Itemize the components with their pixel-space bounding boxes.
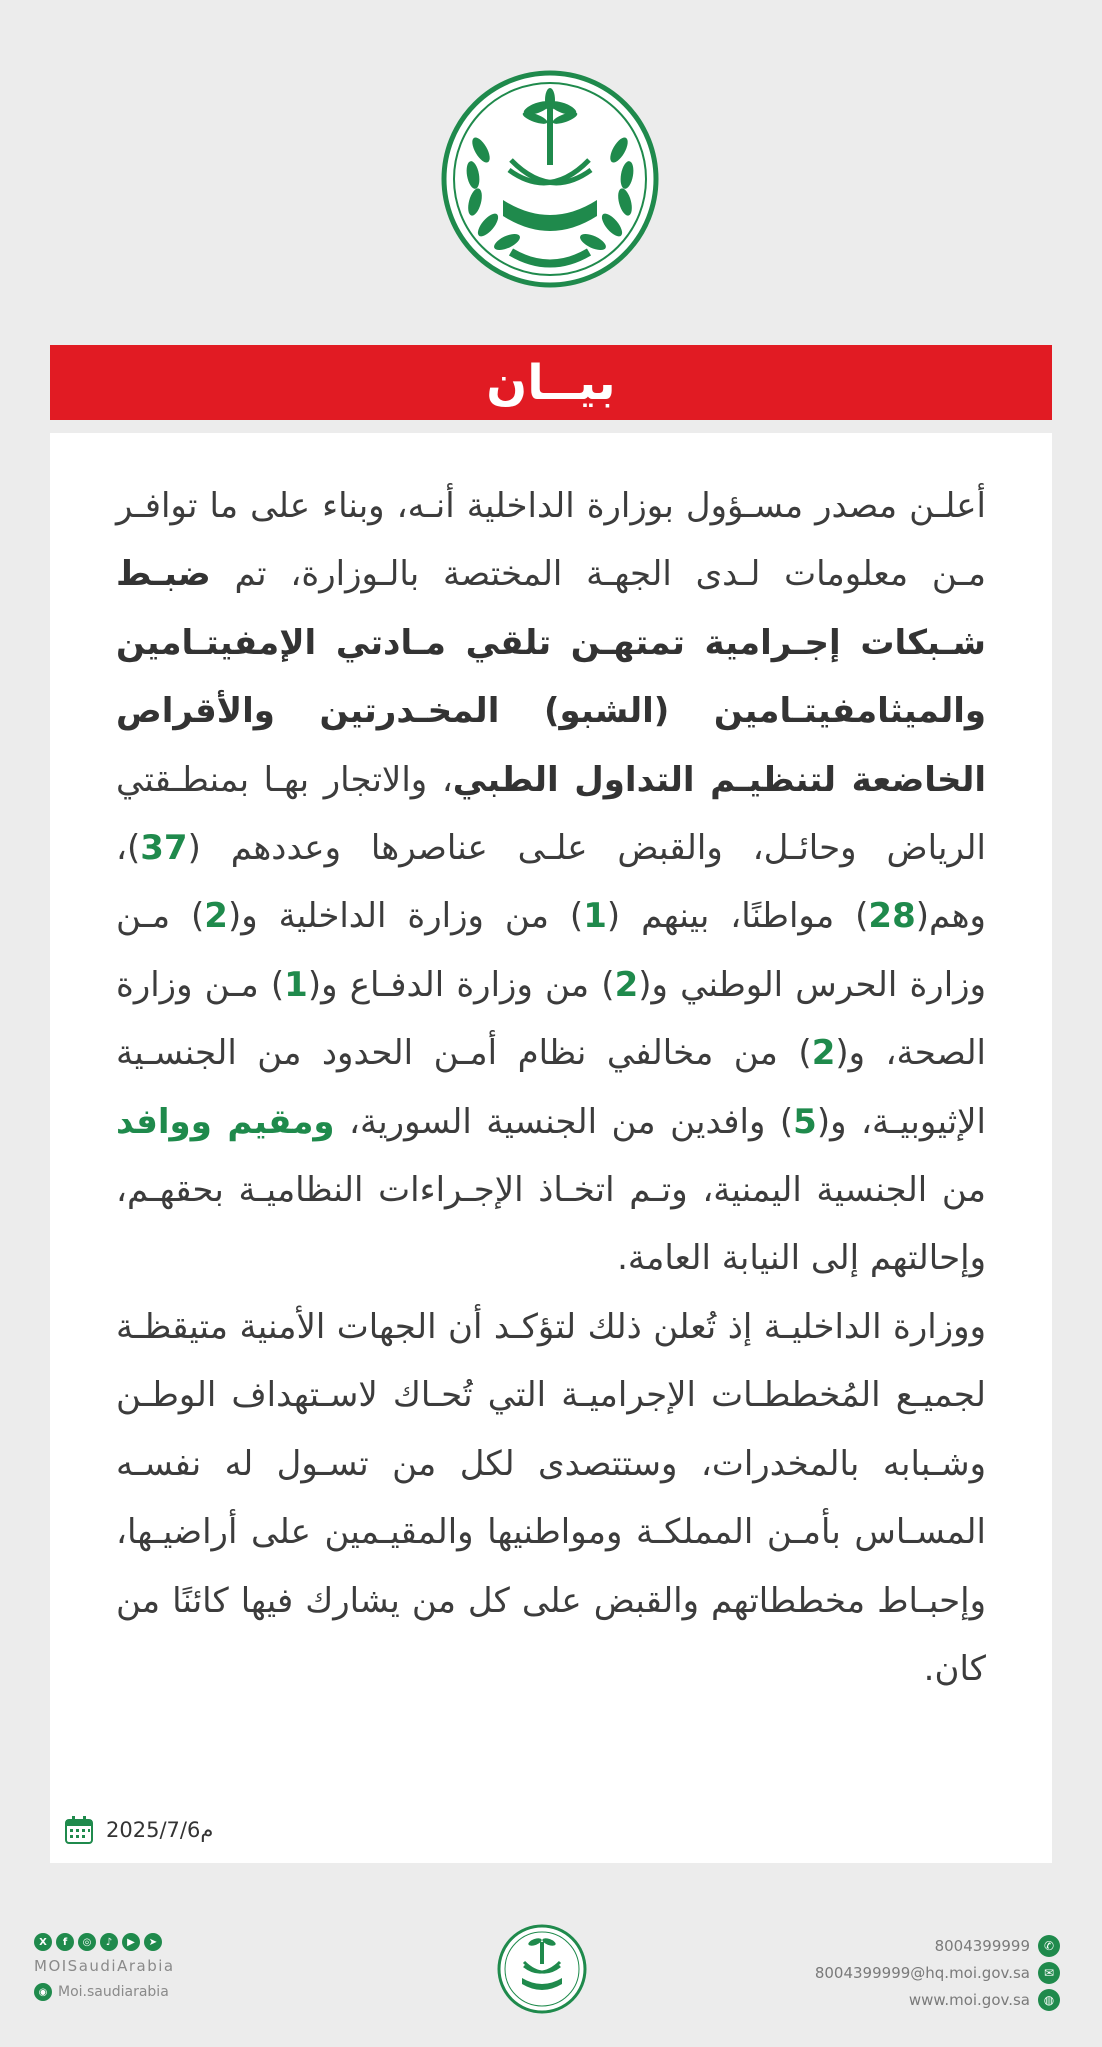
footer-emblem-icon (497, 1924, 587, 2014)
text-segment: ) مـن وزارة الصحة، و( (116, 964, 986, 1074)
text-segment: )، وهم( (116, 828, 986, 937)
text-segment: ) من مخالفي نظام أمـن الحدود من الجنسـية الإثيوبيـة، و( (116, 1033, 987, 1142)
ministry-emblem (441, 70, 659, 288)
website-url: www.moi.gov.sa (908, 1990, 1030, 2009)
statement-banner (50, 345, 1052, 420)
count-national-guard: 2 (204, 896, 228, 937)
count-border-violators: 2 (811, 1033, 836, 1074)
ministry-emblem-icon (441, 70, 659, 288)
phone-number: 8004399999 (934, 1936, 1030, 1955)
count-health: 1 (284, 964, 308, 1005)
text-segment: ) من وزارة الداخلية و( (227, 896, 584, 937)
telegram-icon[interactable]: ➤ (144, 1933, 162, 1951)
text-segment: ) مـن وزارة الحرس الوطني و( (116, 896, 986, 1005)
text-segment: ) من وزارة الدفـاع و( (307, 964, 615, 1005)
snapchat-handle: Moi.saudiarabia (58, 1984, 169, 2000)
resident-highlight: ومقيم ووافد (116, 1101, 335, 1142)
highlighted-bold-text: ضبـط شـبكات إجـرامية تمتهـن تلقي مـادتي الإمفيتـامين والميثامفيتـامين (الشبو) المخـدرتين والأقراص الخاضعة لتنظيـم التداول الطبي (116, 554, 986, 800)
email-address: 8004399999@hq.moi.gov.sa (814, 1963, 1030, 1982)
statement-body (116, 472, 986, 1703)
youtube-icon[interactable]: ▶ (122, 1933, 140, 1951)
contact-email[interactable] (760, 1959, 1060, 1986)
calendar-icon (64, 1815, 94, 1845)
count-syrian: 5 (793, 1101, 817, 1142)
globe-icon: ◍ (1038, 1989, 1060, 2011)
contact-website[interactable] (760, 1986, 1060, 2013)
statement-paragraph-1 (116, 472, 986, 1293)
instagram-icon[interactable]: ◎ (78, 1933, 96, 1951)
social-handle[interactable]: MOISaudiArabia (34, 1957, 175, 1975)
statement-date (64, 1810, 213, 1850)
count-citizens: 28 (868, 896, 916, 937)
contact-info (760, 1932, 1060, 2013)
phone-icon: ✆ (1038, 1935, 1060, 1957)
contact-phone[interactable] (760, 1932, 1060, 1959)
social-links (34, 1933, 234, 2001)
footer-emblem (497, 1924, 587, 2014)
mail-icon: ✉ (1038, 1962, 1060, 1984)
statement-title: بيــان (486, 354, 616, 411)
snapchat-link[interactable] (34, 1983, 234, 2001)
text-segment: ) مواطنًا، بينهم ( (606, 896, 869, 937)
x-icon[interactable]: X (34, 1933, 52, 1951)
text-segment: أعلـن مصدر مسـؤول بوزارة الداخلية أنـه، وبناء على ما توافـر مـن معلومات لـدى الجهـة المختصة بالـوزارة، تم (116, 486, 986, 595)
text-segment: ، والاتجار بهـا بمنطـقتي الرياض وحائـل، والقبض علـى عناصرها وعددهم ( (116, 759, 986, 869)
count-defense: 2 (614, 964, 639, 1005)
facebook-icon[interactable]: f (56, 1933, 74, 1951)
snapchat-icon: ◉ (34, 1983, 52, 2001)
text-segment: ) وافدين من الجنسية السورية، (334, 1101, 794, 1142)
date-value: 2025/7/6م (106, 1818, 214, 1842)
text-segment: من الجنسية اليمنية، وتـم اتخـاذ الإجـراءات النظاميـة بحقهـم، وإحالتهم إلى النيابة العامة. (116, 1170, 986, 1279)
statement-paragraph-2: ووزارة الداخليـة إذ تُعلن ذلك لتؤكـد أن الجهات الأمنية متيقظـة لجميـع المُخططـات الإجراميـة التي تُحـاك لاسـتهداف الوطـن وشـبابه بالمخدرات، وستتصدى لكل من تسـول له نفسـه المسـاس بأمـن المملكـة ومواطنيها والمقيـمين على أراضيـها، وإحبـاط مخططاتهم والقبض على كل من يشارك فيها كائنًا من كان. (116, 1306, 986, 1689)
social-icons-row (34, 1933, 234, 1951)
count-interior: 1 (583, 896, 607, 937)
tiktok-icon[interactable]: ♪ (100, 1933, 118, 1951)
count-total: 37 (140, 828, 188, 869)
